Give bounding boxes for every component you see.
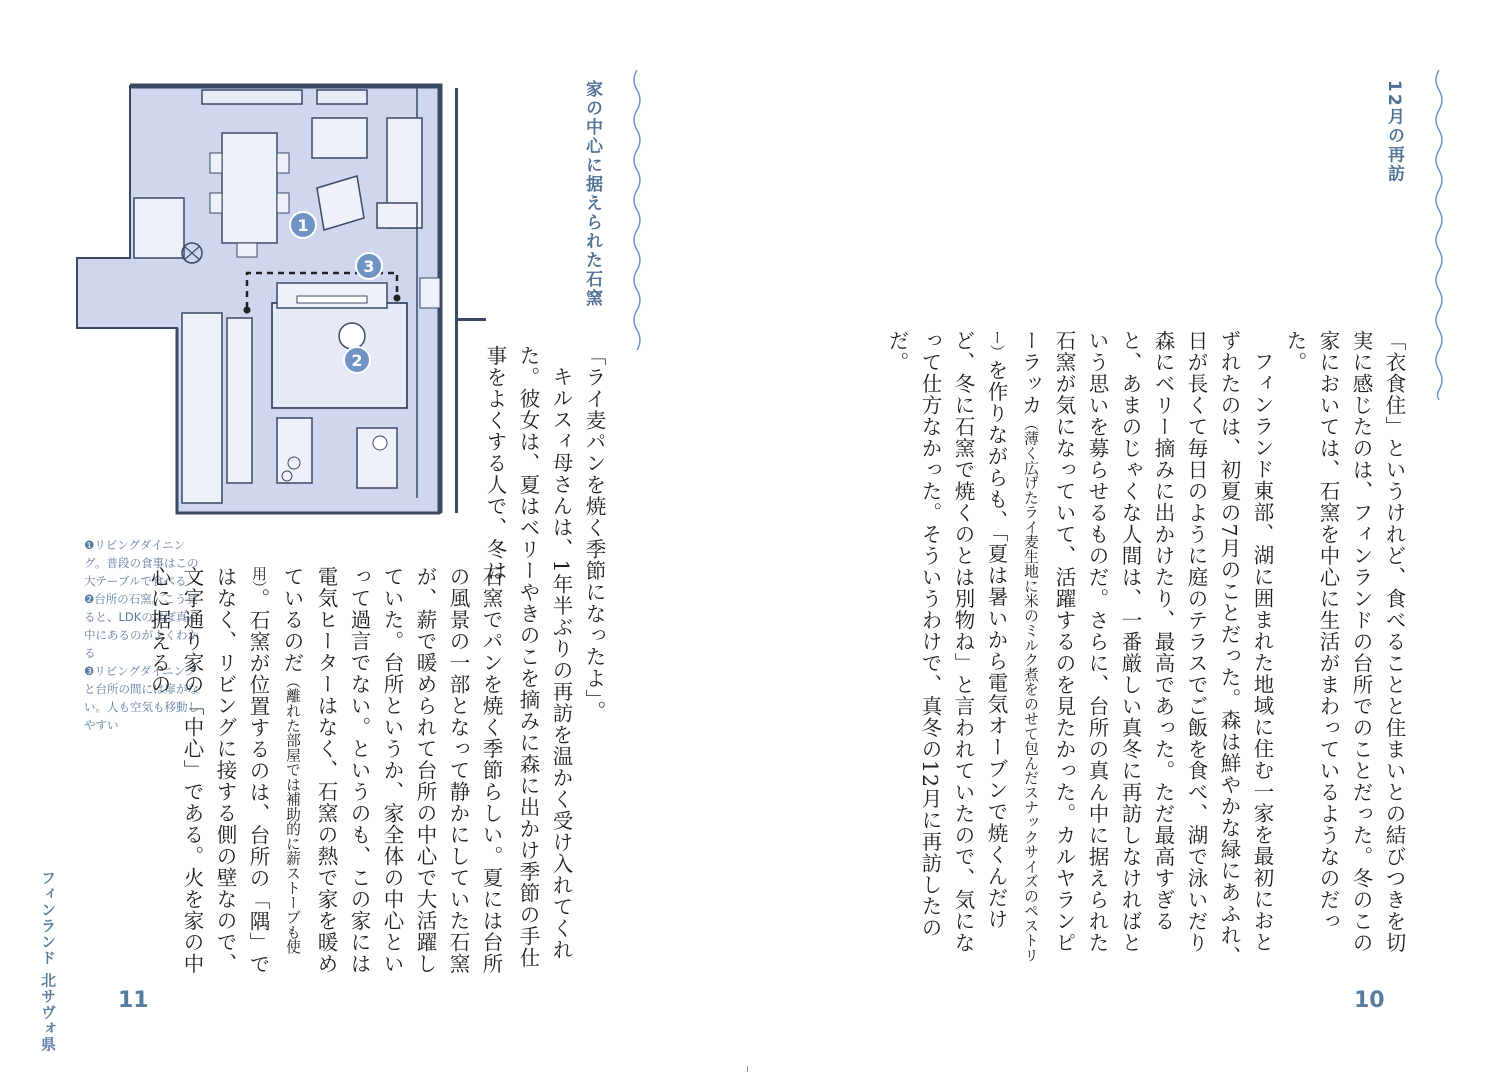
section-heading: 12月の再訪 (1384, 80, 1404, 184)
text-part: 石窯でパンを焼く季節らしい。夏には台所の風景の一部となって静かにしていた石窯が、薪で暖められて台所の中心で大活躍していた。台所というか、家全体の中心といって過言でない。というのも、この家には電気ヒーターはなく、石窯の熱で家を暖めているのだ (280, 566, 503, 975)
wave-divider (630, 70, 644, 350)
inline-note: （薄く広げたライ麦生地に米のミルク煮をのせて包んだスナックサイズのペストリー） (988, 330, 1039, 963)
gutter-mark (747, 1066, 748, 1072)
marker-2 (344, 347, 370, 373)
right-page (750, 0, 1500, 1074)
paragraph: 「衣食住」というけれど、食べることと住まいとの結びつきを切実に感じたのは、フィンランドの台所でのことだった。冬のこの家においては、石窯を中心に生活がまわっているようなのだった。 (1283, 330, 1406, 954)
text-part: フィンランド東部、湖に囲まれた地域に住む一家を最初におとずれたのは、初夏の7月のことだった。森は鮮やかな緑にあふれ、日が長くて毎日のように庭のテラスでご飯を食べ、湖で泳いだり森にベリー摘みに出かけたり、最高であった。ただ最高すぎると、あまのじゃくな人間は、一番厳しい真冬に再訪しなければという思いを募らせるものだ。さらに、台所の真ん中に据えられた石窯が気になっていて、活躍するのを見たかった。カルヤランピーラッカ (1018, 330, 1274, 968)
page-number: 10 (1354, 988, 1385, 1013)
page-number: 11 (118, 988, 149, 1013)
svg-text:1: 1 (297, 216, 309, 235)
paragraph (880, 330, 1278, 970)
text-part: を作りながらも、「夏は暑いから電気オーブンで焼くんだけど、冬に石窯で焼くのとは別物ね」と言われていたので、気になって仕方なかった。そういうわけで、真冬の12月に再訪したのだ。 (885, 330, 1008, 954)
inline-note: （離れた部屋では補助的に薪ストーブも使用） (250, 566, 301, 954)
svg-text:3: 3 (363, 257, 375, 276)
running-head: フィンランド 北サヴォ県 (39, 870, 57, 1053)
caption-item-3: ❸リビングダイニングと台所の間には扉がない。人も空気も移動しやすい (84, 664, 199, 732)
marker-3 (356, 253, 382, 279)
svg-text:2: 2 (351, 351, 363, 370)
caption-item-2: ❷台所の石窯。こう見ると、LDKのほぼ真ん中にあるのがよくわかる (84, 592, 199, 660)
left-upper-body (483, 345, 610, 985)
paragraph (142, 566, 507, 976)
wave-divider (1432, 70, 1446, 400)
caption-item-1: ❶リビングダイニング。普段の食事はこの大テーブルで食べる (84, 538, 199, 588)
floor-plan-illustration (72, 78, 487, 518)
paragraph: 「ライ麦パンを焼く季節になったよ」。 (582, 345, 606, 722)
left-lower-body (82, 566, 507, 976)
section-heading: 家の中心に据えられた石窯 (582, 80, 602, 308)
marker-1 (290, 212, 316, 238)
text-part: 。石窯が位置するのは、台所の「隅」ではなく、リビングに接する側の壁なので、文字通り家の「中心」である。火を家の中心に据えるの (147, 566, 270, 976)
right-body (885, 330, 1410, 970)
paragraph: キルスィ母さんは、1年半ぶりの再訪を温かく受け入れてくれた。彼女は、夏はベリーやきのこを摘みに森に出かけ季節の手仕事をよくする人で、冬は (483, 345, 573, 969)
